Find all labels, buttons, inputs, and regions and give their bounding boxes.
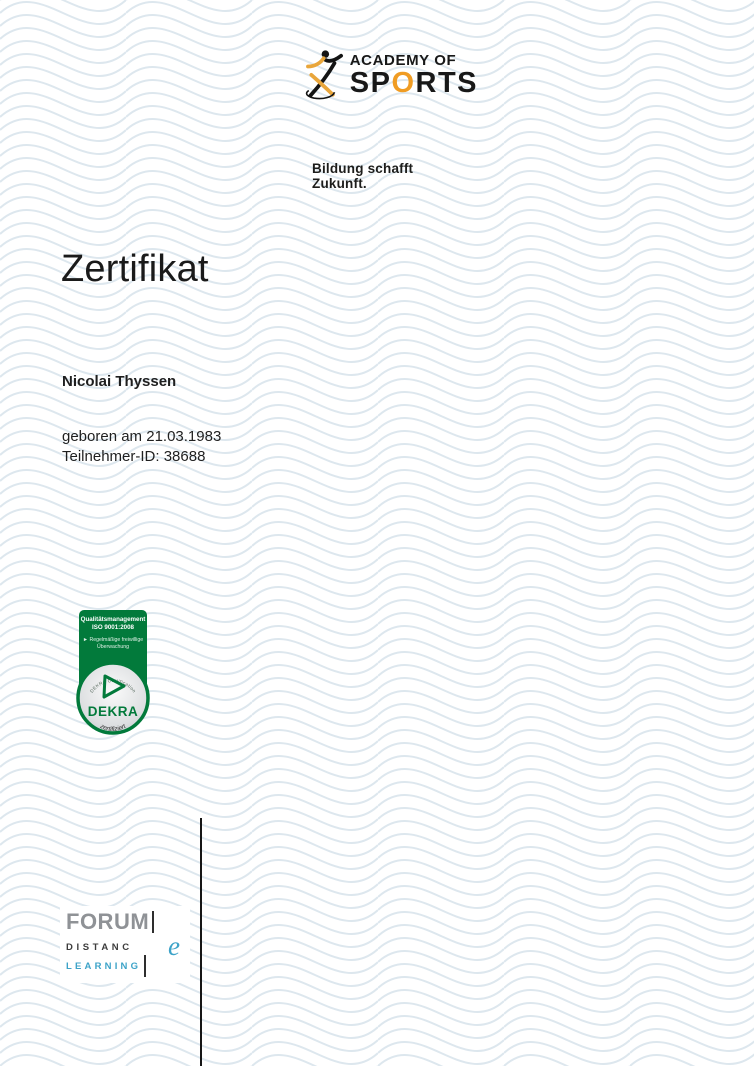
forum-bar-bottom	[144, 955, 146, 977]
orange-o: O	[391, 67, 416, 99]
dekra-brand: DEKRA	[87, 704, 139, 719]
vertical-divider	[200, 818, 202, 1066]
forum-bar-top	[152, 911, 154, 933]
recipient-meta	[62, 427, 754, 466]
forum-distance-learning-logo	[60, 906, 190, 983]
recipient-name: Nicolai Thyssen	[62, 373, 177, 390]
recipient-id: Teilnehmer-ID: 38688	[62, 447, 206, 465]
brand-line2: SPORTS	[349, 67, 478, 99]
dekra-line1: Qualitätsmanagement	[80, 616, 146, 623]
distanc-word: DISTANC	[66, 942, 133, 953]
recipient-birthdate: geboren am 21.03.1983	[62, 428, 222, 445]
dekra-line4: Überwachung	[96, 644, 130, 650]
academy-of-sports-logo	[298, 44, 478, 104]
page-title: Zertifikat	[61, 248, 209, 290]
dekra-seal	[76, 610, 150, 736]
dekra-arc-bottom: zertifiziert	[98, 722, 128, 734]
dekra-arc-top: DEKRA Certification	[89, 677, 138, 694]
distance-e: e	[168, 931, 180, 961]
brand-line1: ACADEMY OF	[349, 52, 457, 69]
forum-word: FORUM	[66, 909, 150, 934]
dekra-line2: ISO 9001:2008	[92, 624, 134, 631]
learning-word: LEARNING	[66, 960, 142, 972]
jumping-figure-icon	[298, 44, 348, 104]
dekra-line3: ► Regelmäßige freiwillige	[82, 637, 144, 643]
brand-tagline: Bildung schafft Zukunft.	[312, 161, 414, 191]
